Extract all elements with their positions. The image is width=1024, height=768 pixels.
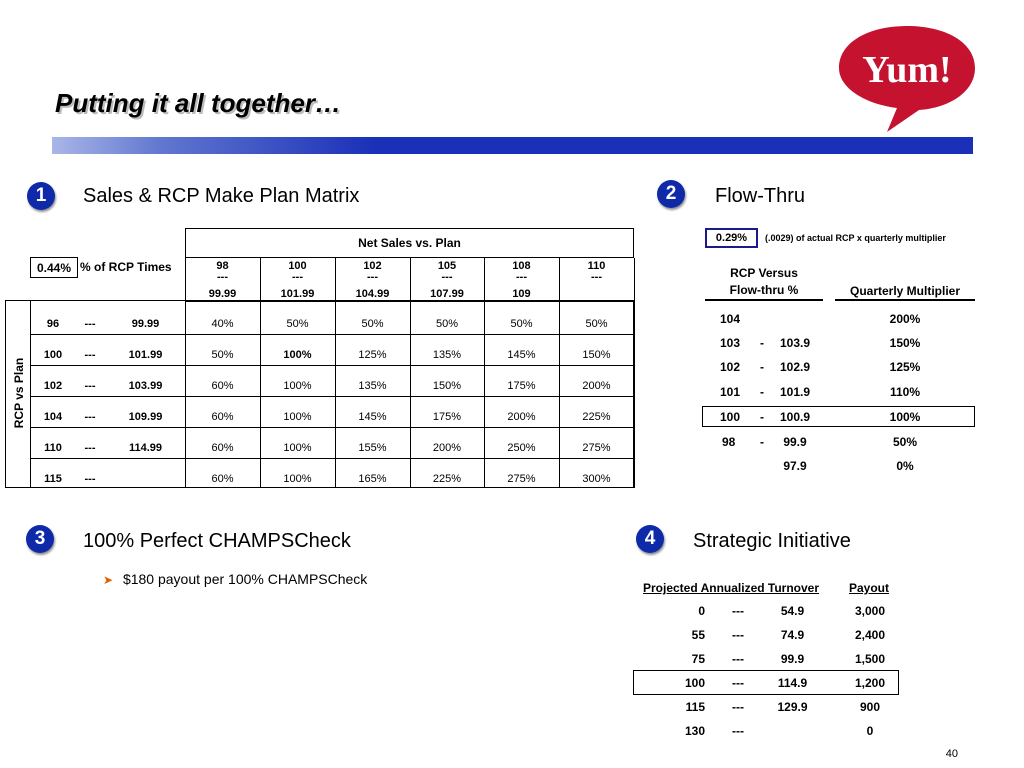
section-4-title: Strategic Initiative — [693, 530, 851, 552]
column-header-to: 107.99 — [430, 288, 464, 300]
turnover-row-from: 100 — [684, 676, 705, 690]
turnover-row-payout: 900 — [859, 700, 881, 714]
logo-text: Yum! — [862, 49, 952, 91]
flow-row-multiplier: 100% — [889, 410, 921, 424]
matrix-cell: 200% — [582, 380, 611, 392]
turnover-row-sep: --- — [732, 676, 744, 690]
matrix-cell: 50% — [286, 318, 309, 330]
turnover-row-payout: 1,500 — [854, 652, 886, 666]
rcp-times-value: 0.44% — [36, 261, 72, 275]
row-divider — [30, 334, 634, 335]
section-1-number-badge: 1 — [27, 182, 55, 210]
flow-row-to: 103.9 — [779, 336, 811, 350]
column-header-to: 109 — [512, 288, 531, 300]
matrix-cell: 100% — [283, 411, 312, 423]
column-header-from: 110 — [587, 260, 606, 272]
title-underline-bar — [52, 137, 973, 154]
turnover-row-sep: --- — [732, 700, 744, 714]
flow-row-from: 104 — [720, 312, 741, 326]
matrix-cell: 50% — [361, 318, 384, 330]
flow-row-multiplier: 50% — [892, 435, 918, 449]
matrix-cell: 275% — [507, 473, 536, 485]
matrix-cell: 40% — [211, 318, 234, 330]
column-divider — [335, 300, 336, 488]
row-label-sep: --- — [84, 349, 96, 361]
flow-row-multiplier: 125% — [889, 360, 921, 374]
matrix-cell: 125% — [358, 349, 387, 361]
row-label-from: 102 — [43, 380, 63, 392]
flow-row-multiplier: 0% — [896, 459, 914, 473]
section-2-title: Flow-Thru — [715, 185, 806, 207]
matrix-cell: 225% — [432, 473, 462, 485]
column-divider — [260, 300, 261, 488]
rcp-times-label: % of RCP Times — [80, 260, 172, 274]
flow-row-multiplier: 150% — [889, 336, 921, 350]
row-label-to: 99.99 — [131, 318, 160, 330]
matrix-cell: 50% — [211, 349, 234, 361]
matrix-cell: 155% — [358, 442, 387, 454]
row-divider — [30, 458, 634, 459]
row-label-to: 114.99 — [128, 442, 163, 454]
column-header-sep: --- — [292, 271, 303, 283]
row-label-from: 110 — [44, 442, 62, 454]
matrix-cell: 100% — [283, 349, 312, 361]
row-label-to: 101.99 — [128, 349, 163, 361]
header-rule — [705, 299, 823, 301]
payout-header: Payout — [849, 581, 890, 595]
flow-thru-rate: 0.29% — [715, 232, 748, 244]
matrix-cell: 250% — [507, 442, 536, 454]
turnover-row-to: 99.9 — [780, 652, 805, 666]
flow-row-sep: - — [760, 385, 764, 399]
column-header-sep: --- — [217, 271, 228, 283]
net-sales-header: Net Sales vs. Plan — [358, 236, 461, 250]
flow-row-from: 103 — [720, 336, 741, 350]
turnover-row-from: 115 — [685, 700, 705, 714]
flow-row-to: 100.9 — [779, 410, 811, 424]
column-header-from: 98 — [216, 260, 229, 272]
section-3-title: 100% Perfect CHAMPSCheck — [83, 530, 351, 552]
slide-title: Putting it all together… — [55, 88, 341, 118]
turnover-row-to: 114.9 — [777, 676, 808, 690]
flow-thru-highlight-box — [702, 406, 975, 427]
matrix-cell: 135% — [432, 349, 462, 361]
row-label-sep: --- — [84, 473, 96, 485]
column-header-from: 100 — [288, 260, 307, 272]
row-label-sep: --- — [84, 318, 96, 330]
matrix-cell: 300% — [582, 473, 611, 485]
section-3-bullet — [103, 571, 367, 587]
flow-row-to: 102.9 — [779, 360, 811, 374]
row-label-sep: --- — [84, 442, 96, 454]
matrix-cell: 100% — [283, 473, 312, 485]
column-header-from: 108 — [512, 260, 531, 272]
row-label-to: 103.99 — [128, 380, 163, 392]
turnover-row-payout: 1,200 — [854, 676, 886, 690]
matrix-cell: 60% — [211, 442, 234, 454]
column-divider — [484, 300, 485, 488]
column-divider — [559, 300, 560, 488]
bullet-text: $180 payout per 100% CHAMPSCheck — [122, 571, 368, 587]
flow-thru-rate-note: (.0029) of actual RCP x quarterly multiplier — [765, 233, 946, 243]
column-divider — [185, 300, 186, 488]
matrix-cell: 60% — [211, 380, 234, 392]
flow-row-to: 101.9 — [779, 385, 811, 399]
rcp-versus-header-line1: RCP Versus — [730, 266, 798, 280]
matrix-cell: 60% — [211, 473, 234, 485]
turnover-row-from: 75 — [691, 652, 705, 666]
yum-logo — [835, 22, 980, 137]
matrix-cell: 145% — [358, 411, 387, 423]
matrix-cell: 50% — [585, 318, 608, 330]
flow-row-multiplier: 200% — [889, 312, 921, 326]
row-divider — [30, 396, 634, 397]
turnover-row-to: 54.9 — [780, 604, 805, 618]
flow-row-sep: - — [760, 410, 764, 424]
row-divider — [30, 427, 634, 428]
turnover-row-from: 130 — [684, 724, 705, 738]
column-header-from: 102 — [363, 260, 382, 272]
matrix-cell: 50% — [435, 318, 459, 330]
column-header-sep: --- — [516, 271, 527, 283]
row-label-from: 115 — [44, 473, 62, 485]
turnover-row-from: 0 — [698, 604, 705, 618]
matrix-cell: 135% — [358, 380, 387, 392]
flow-row-from: 98 — [722, 435, 736, 449]
matrix-cell: 225% — [582, 411, 611, 423]
header-divider — [634, 258, 635, 300]
section-2-number-badge: 2 — [657, 180, 685, 208]
flow-row-from: 102 — [720, 360, 741, 374]
row-divider — [30, 365, 634, 366]
header-rule — [835, 299, 975, 301]
column-header-to: 101.99 — [280, 288, 315, 300]
column-header-from: 105 — [437, 260, 457, 272]
turnover-row-sep: --- — [732, 628, 744, 642]
flow-row-from: 101 — [720, 385, 741, 399]
column-header-to: 99.99 — [208, 288, 237, 300]
section-3-number-badge: 3 — [26, 525, 54, 553]
flow-row-sep: - — [760, 360, 764, 374]
row-label-from: 104 — [43, 411, 63, 423]
flow-row-to: 99.9 — [783, 435, 807, 449]
matrix-cell: 150% — [432, 380, 462, 392]
matrix-cell: 60% — [211, 411, 234, 423]
turnover-highlight-box — [633, 670, 899, 695]
matrix-cell: 100% — [283, 442, 312, 454]
turnover-row-to: 129.9 — [777, 700, 808, 714]
section-1-title: Sales & RCP Make Plan Matrix — [83, 185, 360, 207]
row-label-to: 109.99 — [128, 411, 163, 423]
column-header-sep: --- — [441, 271, 453, 283]
column-divider — [634, 300, 635, 488]
matrix-cell: 145% — [507, 349, 536, 361]
flow-row-sep: - — [760, 336, 764, 350]
matrix-cell: 200% — [507, 411, 536, 423]
turnover-row-to: 74.9 — [780, 628, 805, 642]
column-header-sep: --- — [591, 271, 602, 283]
matrix-cell: 100% — [283, 380, 312, 392]
matrix-cell: 50% — [510, 318, 533, 330]
rcp-vs-plan-label: RCP vs Plan — [12, 357, 26, 429]
turnover-header: Projected Annualized Turnover — [643, 581, 820, 595]
page-number: 40 — [945, 748, 958, 760]
turnover-row-payout: 0 — [866, 724, 874, 738]
turnover-row-sep: --- — [732, 724, 744, 738]
flow-row-to: 97.9 — [783, 459, 807, 473]
matrix-cell: 150% — [582, 349, 611, 361]
column-header-sep: --- — [367, 271, 378, 283]
matrix-cell: 165% — [358, 473, 387, 485]
matrix-cell: 275% — [582, 442, 611, 454]
rcp-versus-header-line2: Flow-thru % — [729, 283, 799, 297]
section-4-number-badge: 4 — [636, 525, 664, 553]
quarterly-multiplier-header: Quarterly Multiplier — [849, 284, 961, 298]
row-label-sep: --- — [84, 411, 96, 423]
turnover-row-sep: --- — [732, 604, 744, 618]
turnover-row-payout: 3,000 — [854, 604, 886, 618]
flow-row-from: 100 — [720, 410, 741, 424]
flow-row-multiplier: 110% — [889, 385, 921, 399]
flow-row-sep: - — [760, 435, 764, 449]
row-label-from: 96 — [46, 318, 60, 330]
row-label-sep: --- — [84, 380, 96, 392]
turnover-row-from: 55 — [691, 628, 705, 642]
matrix-cell: 175% — [507, 380, 536, 392]
column-header-to: 104.99 — [355, 288, 390, 300]
row-label-from: 100 — [43, 349, 63, 361]
matrix-cell: 175% — [432, 411, 462, 423]
column-divider — [410, 300, 411, 488]
turnover-row-sep: --- — [732, 652, 744, 666]
arrow-bullet-icon: ➤ — [103, 573, 114, 587]
turnover-row-payout: 2,400 — [854, 628, 886, 642]
matrix-cell: 200% — [432, 442, 462, 454]
